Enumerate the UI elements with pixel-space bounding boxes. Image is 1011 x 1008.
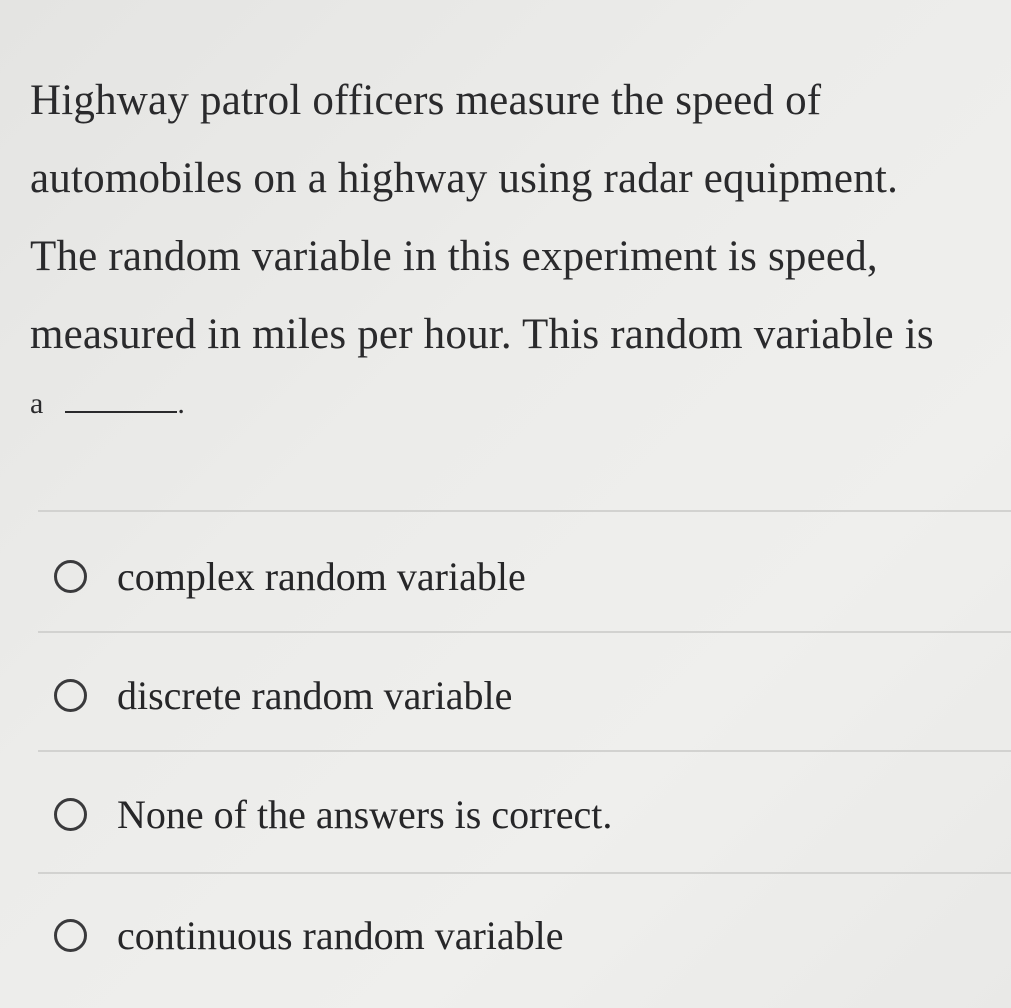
blank-prefix: a bbox=[30, 387, 44, 420]
question-line: The random variable in this experiment is speed, bbox=[30, 233, 878, 280]
option-label: discrete random variable bbox=[117, 672, 513, 718]
option-label: continuous random variable bbox=[117, 912, 564, 958]
answer-blank bbox=[65, 379, 177, 413]
radio-button[interactable] bbox=[54, 919, 87, 952]
option-label: None of the answers is correct. bbox=[117, 791, 613, 837]
divider bbox=[38, 872, 1011, 874]
question-line: measured in miles per hour. This random variable is bbox=[30, 311, 934, 358]
radio-button[interactable] bbox=[54, 798, 87, 831]
option-complex-random-variable[interactable] bbox=[54, 546, 526, 606]
divider bbox=[38, 750, 1011, 752]
blank-suffix: . bbox=[177, 387, 185, 420]
option-discrete-random-variable[interactable] bbox=[54, 665, 512, 725]
fill-in-blank-line bbox=[30, 374, 185, 434]
option-continuous-random-variable[interactable] bbox=[54, 905, 564, 965]
option-none-of-the-answers[interactable] bbox=[54, 784, 612, 844]
question-text bbox=[30, 62, 1011, 374]
question-line: automobiles on a highway using radar equipment. bbox=[30, 155, 899, 202]
divider bbox=[38, 510, 1011, 512]
option-label: complex random variable bbox=[117, 553, 526, 599]
radio-button[interactable] bbox=[54, 560, 87, 593]
question-line: Highway patrol officers measure the speed of bbox=[30, 77, 822, 124]
radio-button[interactable] bbox=[54, 679, 87, 712]
divider bbox=[38, 631, 1011, 633]
